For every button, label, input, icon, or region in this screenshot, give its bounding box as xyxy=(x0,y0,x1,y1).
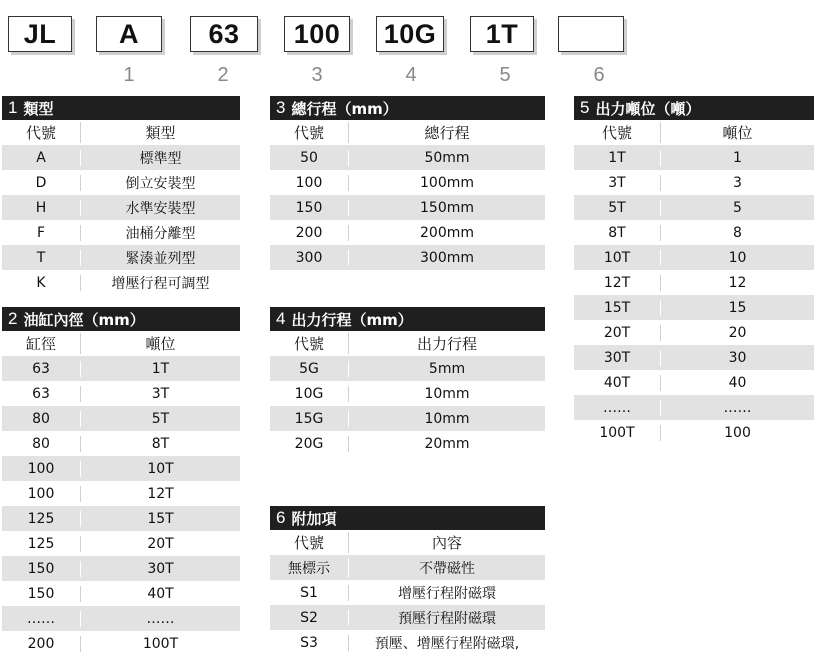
total-stroke-table xyxy=(270,96,545,270)
table-row xyxy=(574,370,814,395)
table-cell: 5 xyxy=(733,199,742,216)
table-cell: 80 xyxy=(2,436,81,452)
table-cell: 100T xyxy=(142,635,179,652)
code-box-option xyxy=(558,16,624,52)
table-cell: 緊湊並列型 xyxy=(125,250,196,267)
table-row xyxy=(2,220,240,245)
table-cell: 200 xyxy=(270,225,349,241)
cylinder-bore-table xyxy=(2,307,240,656)
table-cell: K xyxy=(2,275,81,291)
position-number-1: 1 xyxy=(123,64,135,86)
table-cell: 30T xyxy=(574,350,661,366)
table-cell: 15T xyxy=(147,510,174,527)
table-cell: 80 xyxy=(2,411,81,427)
table-row xyxy=(270,580,545,605)
table-title-text: 附加項 xyxy=(291,509,337,528)
table-number: 2 xyxy=(8,309,18,328)
table-cell: 125 xyxy=(2,536,81,552)
table-title-text: 類型 xyxy=(23,99,54,118)
table-cell: …… xyxy=(146,610,175,627)
table-cell: 63 xyxy=(2,386,81,402)
table-cell: 水準安裝型 xyxy=(125,200,196,217)
table-cell: 100 xyxy=(2,461,81,477)
table-cell: …… xyxy=(723,399,752,416)
table-column-header xyxy=(2,331,240,356)
table-row xyxy=(2,431,240,456)
table-cell: 200mm xyxy=(420,224,474,241)
table-row xyxy=(574,145,814,170)
table-row xyxy=(2,631,240,656)
table-row xyxy=(270,245,545,270)
code-box-total-stroke: 100 xyxy=(284,16,350,52)
table-cell: 8T xyxy=(574,225,661,241)
table-cell: A xyxy=(2,150,81,166)
table-cell: 3T xyxy=(574,175,661,191)
position-number-4: 4 xyxy=(405,64,417,86)
column-header: 缸徑 xyxy=(2,333,81,354)
table-cell: 100T xyxy=(574,425,661,441)
table-row xyxy=(574,420,814,445)
table-number: 4 xyxy=(276,309,286,328)
table-cell: S3 xyxy=(270,635,349,651)
table-cell: 20T xyxy=(147,535,174,552)
table-cell: 30 xyxy=(728,349,747,366)
table-row xyxy=(270,406,545,431)
table-number: 5 xyxy=(580,98,590,117)
table-cell: S1 xyxy=(270,585,349,601)
table-cell: 無標示 xyxy=(270,558,349,578)
table-cell: F xyxy=(2,225,81,241)
column-header: 噸位 xyxy=(145,335,176,353)
table-column-header xyxy=(2,120,240,145)
table-title-text: 總行程（mm） xyxy=(291,99,398,118)
table-cell: H xyxy=(2,200,81,216)
table-cell: 10T xyxy=(147,460,174,477)
table-title xyxy=(574,96,814,120)
table-cell: 100 xyxy=(724,424,751,441)
table-title xyxy=(270,307,545,331)
table-title xyxy=(2,96,240,120)
table-cell: 20G xyxy=(270,436,349,452)
table-title xyxy=(270,96,545,120)
table-cell: …… xyxy=(2,611,81,627)
table-column-header xyxy=(270,120,545,145)
table-cell: 不帶磁性 xyxy=(419,560,475,577)
table-row xyxy=(2,456,240,481)
table-cell: 8 xyxy=(733,224,742,241)
table-row xyxy=(574,395,814,420)
table-cell: 增壓行程附磁環 xyxy=(398,585,496,602)
table-row xyxy=(2,381,240,406)
table-cell: 5G xyxy=(270,361,349,377)
table-title xyxy=(2,307,240,331)
table-cell: 200 xyxy=(2,636,81,652)
table-cell: D xyxy=(2,175,81,191)
table-row xyxy=(574,345,814,370)
table-cell: 5T xyxy=(574,200,661,216)
table-cell: 15 xyxy=(728,299,747,316)
table-cell: 10mm xyxy=(424,385,470,402)
position-number-5: 5 xyxy=(499,64,511,86)
table-cell: 油桶分離型 xyxy=(125,225,196,242)
code-box-tonnage: 1T xyxy=(470,16,534,52)
table-row xyxy=(270,195,545,220)
table-row xyxy=(2,506,240,531)
table-cell: T xyxy=(2,250,81,266)
table-cell: 20 xyxy=(728,324,747,341)
table-cell: 增壓行程可調型 xyxy=(111,275,210,292)
table-cell: 150mm xyxy=(420,199,474,216)
options-table xyxy=(270,506,545,655)
table-cell: 100 xyxy=(270,175,349,191)
table-row xyxy=(574,295,814,320)
table-title-text: 油缸內徑（mm） xyxy=(23,310,145,329)
table-row xyxy=(574,170,814,195)
table-title xyxy=(270,506,545,530)
table-cell: 20T xyxy=(574,325,661,341)
table-cell: 預壓行程附磁環 xyxy=(398,610,496,627)
table-cell: 10 xyxy=(728,249,747,266)
table-cell: 12 xyxy=(728,274,747,291)
table-row xyxy=(270,605,545,630)
column-header: 出力行程 xyxy=(416,335,477,353)
code-box-series: JL xyxy=(8,16,72,52)
power-stroke-table xyxy=(270,307,545,456)
table-cell: 5mm xyxy=(428,360,466,377)
table-row xyxy=(2,170,240,195)
table-row xyxy=(574,320,814,345)
table-row xyxy=(2,406,240,431)
table-row xyxy=(270,145,545,170)
table-row xyxy=(270,555,545,580)
table-cell: 15T xyxy=(574,300,661,316)
table-row xyxy=(2,606,240,631)
table-row xyxy=(270,431,545,456)
table-cell: 1 xyxy=(733,149,742,166)
table-cell: 預壓、增壓行程附磁環, xyxy=(374,635,520,652)
table-cell: 300 xyxy=(270,250,349,266)
table-cell: 10mm xyxy=(424,410,470,427)
table-cell: 倒立安裝型 xyxy=(125,175,196,192)
table-cell: 63 xyxy=(2,361,81,377)
table-cell: 150 xyxy=(270,200,349,216)
code-box-type: A xyxy=(96,16,162,52)
table-row xyxy=(574,220,814,245)
table-row xyxy=(270,381,545,406)
table-row xyxy=(270,356,545,381)
table-row xyxy=(2,145,240,170)
code-box-power-stroke: 10G xyxy=(376,16,444,52)
table-cell: …… xyxy=(574,400,661,416)
table-number: 3 xyxy=(276,98,286,117)
table-cell: 30T xyxy=(147,560,174,577)
table-row xyxy=(574,245,814,270)
column-header: 代號 xyxy=(2,122,81,143)
table-row xyxy=(2,531,240,556)
table-row xyxy=(2,195,240,220)
table-cell: 20mm xyxy=(424,435,470,452)
column-header: 噸位 xyxy=(722,124,753,142)
table-cell: 100 xyxy=(2,486,81,502)
table-column-header xyxy=(574,120,814,145)
table-cell: 40T xyxy=(147,585,174,602)
table-row xyxy=(2,245,240,270)
table-cell: 40T xyxy=(574,375,661,391)
table-cell: 50mm xyxy=(424,149,470,166)
table-cell: 8T xyxy=(151,435,170,452)
table-cell: 12T xyxy=(147,485,174,502)
table-cell: 3T xyxy=(151,385,170,402)
type-table xyxy=(2,96,240,295)
table-number: 6 xyxy=(276,508,286,527)
position-number-3: 3 xyxy=(311,64,323,86)
table-row xyxy=(2,356,240,381)
table-row xyxy=(270,170,545,195)
table-row xyxy=(574,270,814,295)
table-cell: 1T xyxy=(574,150,661,166)
table-cell: 12T xyxy=(574,275,661,291)
table-cell: S2 xyxy=(270,610,349,626)
table-cell: 150 xyxy=(2,586,81,602)
table-cell: 1T xyxy=(151,360,170,377)
table-row xyxy=(2,481,240,506)
column-header: 總行程 xyxy=(424,124,470,142)
table-cell: 300mm xyxy=(420,249,474,266)
column-header: 內容 xyxy=(431,534,462,552)
table-cell: 10G xyxy=(270,386,349,402)
table-cell: 3 xyxy=(733,174,742,191)
table-cell: 40 xyxy=(728,374,747,391)
table-column-header xyxy=(270,530,545,555)
table-cell: 15G xyxy=(270,411,349,427)
table-title-text: 出力行程（mm） xyxy=(291,310,413,329)
table-cell: 50 xyxy=(270,150,349,166)
column-header: 代號 xyxy=(270,532,349,553)
table-column-header xyxy=(270,331,545,356)
table-cell: 標準型 xyxy=(139,150,182,167)
column-header: 代號 xyxy=(270,333,349,354)
position-number-2: 2 xyxy=(217,64,229,86)
table-row xyxy=(574,195,814,220)
table-row xyxy=(2,581,240,606)
position-number-6: 6 xyxy=(593,64,605,86)
column-header: 代號 xyxy=(270,122,349,143)
table-row xyxy=(270,220,545,245)
table-cell: 5T xyxy=(151,410,170,427)
code-box-bore: 63 xyxy=(190,16,258,52)
table-cell: 100mm xyxy=(420,174,474,191)
table-number: 1 xyxy=(8,98,18,117)
table-cell: 125 xyxy=(2,511,81,527)
table-title-text: 出力噸位（噸） xyxy=(595,99,701,118)
table-cell: 150 xyxy=(2,561,81,577)
table-cell: 10T xyxy=(574,250,661,266)
table-row xyxy=(2,556,240,581)
table-row xyxy=(2,270,240,295)
tonnage-table xyxy=(574,96,814,445)
table-row xyxy=(270,630,545,655)
column-header: 類型 xyxy=(145,124,176,142)
column-header: 代號 xyxy=(574,122,661,143)
